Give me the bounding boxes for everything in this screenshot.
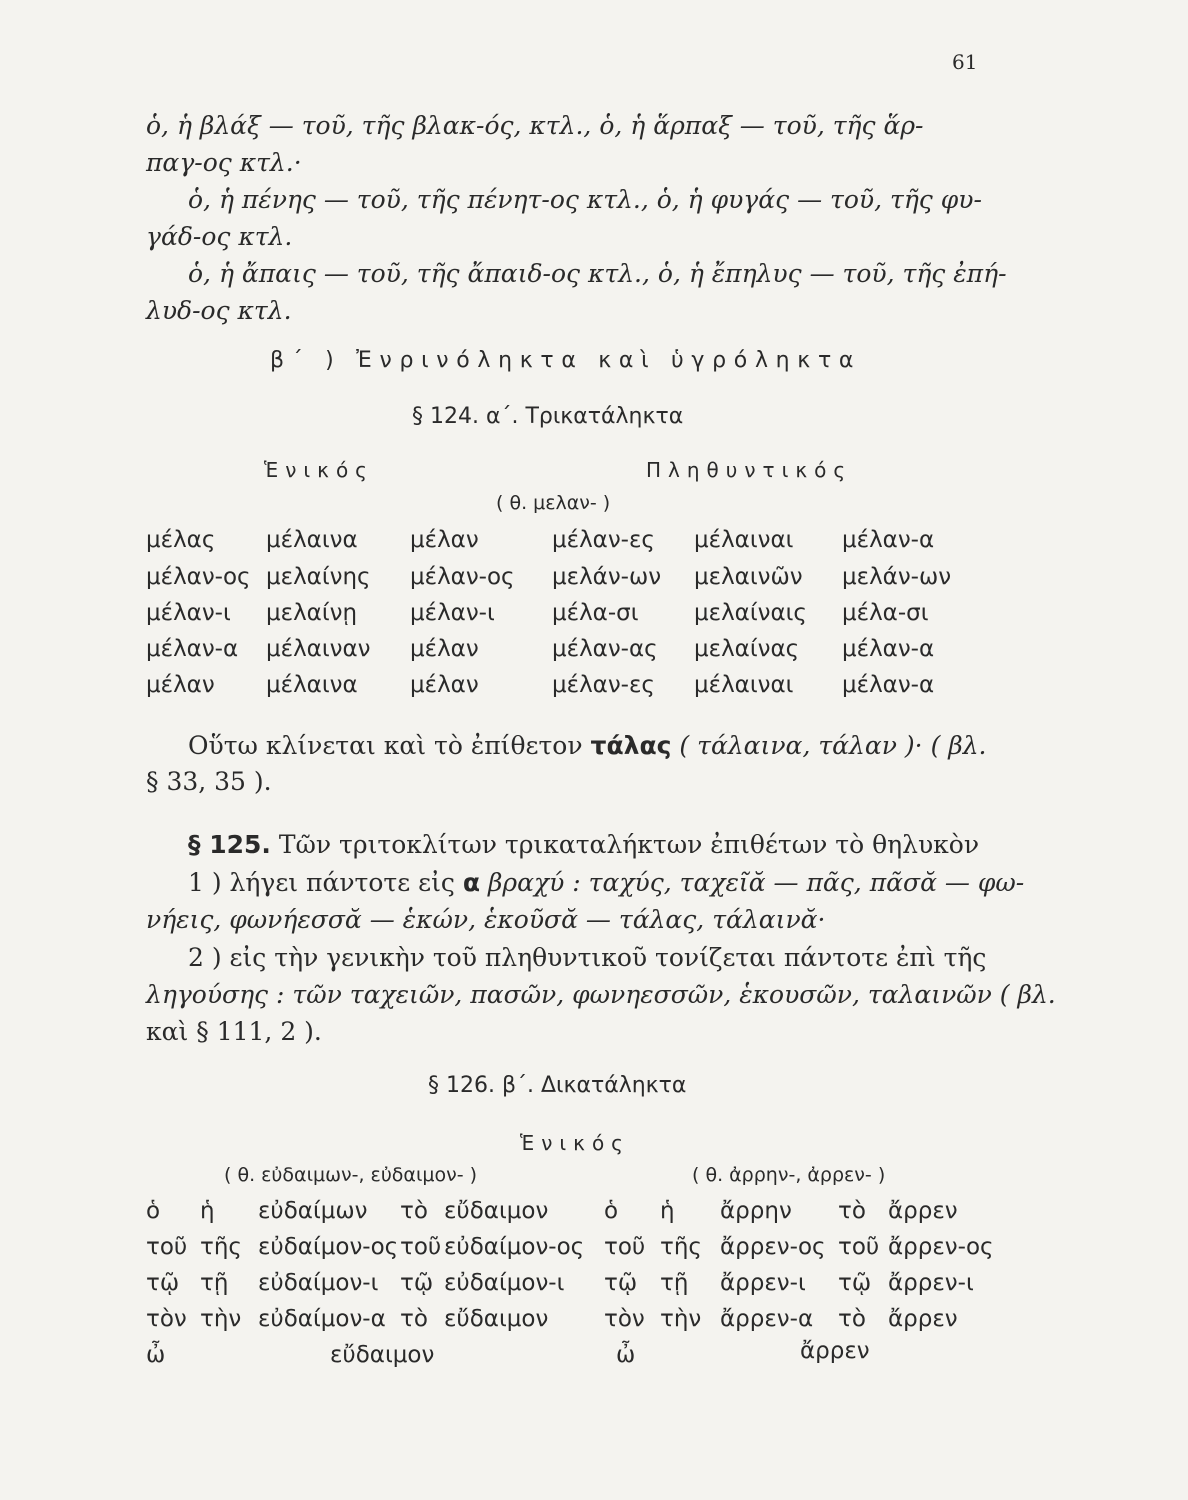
intro-line-6: λυδ-ος κτλ. [146,296,292,325]
table-cell: ἄρρεν [888,1198,958,1224]
page-number: 61 [952,50,978,74]
table-cell: ὁ [604,1198,619,1224]
section-124-title: § 124. α΄. Τρικατάληκτα [412,404,684,429]
intro-line-5: ὁ, ἡ ἄπαις — τοῦ, τῆς ἄπαιδ-ος κτλ., ὁ, ἡ ἔπηλυς — τοῦ, τῆς ἐπή- [188,259,1007,288]
table-cell: μέλαιναν [266,636,371,662]
table-cell: ἄρρεν [800,1338,870,1364]
table-cell: μέλαιναι [694,527,794,553]
note-tal-line-2: § 33, 35 ). [146,767,272,796]
table-cell: τὸ [400,1198,428,1224]
rule-1-a: 1 ) λήγει πάντοτε εἰς [188,868,463,897]
table-cell: τὸν [604,1306,645,1332]
table-cell: τοῦ [838,1234,880,1260]
table-cell: ἄρρεν-ος [720,1234,826,1260]
table-cell: μέλαν-ι [146,600,231,626]
table-cell: μέλαν [410,636,479,662]
table-cell: μέλα-σι [842,600,929,626]
table-cell: μελαίνης [266,564,371,590]
section-125-line-6: καὶ § 111, 2 ). [146,1017,322,1046]
table-cell: ἄρρεν [888,1306,958,1332]
section-125-text: Τῶν τριτοκλίτων τρικαταλήκτων ἐπιθέτων τὸ θηλυκὸν [278,830,980,859]
table-cell: τὴν [660,1306,702,1332]
note-text-a: Οὕτω κλίνεται καὶ τὸ ἐπίθετον [188,731,591,760]
table-cell: ὁ [146,1198,161,1224]
table-cell: μέλαιναι [694,672,794,698]
table-cell: τῇ [660,1270,689,1296]
table-cell: μέλαινα [266,672,358,698]
table-cell: ἄρρεν-ι [720,1270,806,1296]
table-cell: μελαίνας [694,636,800,662]
table-cell: εὐδαίμον-ος [444,1234,585,1260]
intro-line-3: ὁ, ἡ πένης — τοῦ, τῆς πένητ-ος κτλ., ὁ, ἡ φυγάς — τοῦ, τῆς φυ- [188,185,982,214]
table-cell: τὸ [400,1306,428,1332]
table-cell: τῷ [400,1270,434,1296]
table-cell: μέλαν-ες [552,527,655,553]
heading-b: β΄ ) Ἐνρινόληκτα καὶ ὑγρόληκτα [270,348,862,373]
rule-1-bold: α [462,868,481,897]
singular-label-124: Ἑνικός [264,458,374,482]
table-cell: τὸ [838,1306,866,1332]
table-cell: εὐδαίμον-ι [444,1270,565,1296]
table-cell: τοῦ [400,1234,442,1260]
table-cell: ὦ [616,1342,636,1368]
table-cell: μέλας [146,527,216,553]
table-cell: ἄρρην [720,1198,792,1224]
intro-line-4: γάδ-ος κτλ. [146,222,293,251]
table-cell: μελαίνῃ [266,600,358,626]
table-cell: μέλαν-ος [146,564,251,590]
table-cell: μέλαν-α [842,672,935,698]
table-cell: μέλαν-ος [410,564,515,590]
section-125-line-1 [188,830,979,860]
table-cell: τῆς [200,1234,242,1260]
section-125-number: § 125. [188,830,271,859]
table-cell: εὔδαιμον [444,1306,549,1332]
table-cell: μέλαινα [266,527,358,553]
table-cell: τοῦ [146,1234,188,1260]
intro-line-1: ὁ, ἡ βλάξ — τοῦ, τῆς βλακ-ός, κτλ., ὁ, ἡ ἅρπαξ — τοῦ, τῆς ἅρ- [146,111,924,140]
singular-label-126: Ἑνικός [520,1131,630,1155]
theme-124: ( θ. μελαν- ) [496,492,611,514]
table-cell: τὸν [146,1306,187,1332]
section-126-title: § 126. β΄. Δικατάληκτα [428,1073,687,1098]
table-cell: μέλαν-α [146,636,239,662]
theme-126-right: ( θ. ἀρρην-, ἀρρεν- ) [692,1164,886,1186]
table-cell: μέλαν [410,672,479,698]
section-125-line-3: νήεις, φωνήεσσᾰ — ἑκών, ἑκοῦσᾰ — τάλας, τάλαινᾰ· [146,905,826,934]
plural-label-124: Πληθυντικός [646,458,853,482]
intro-line-2: παγ-ος κτλ.· [146,148,302,177]
rule-1-b: βραχύ : ταχύς, ταχεῖᾰ — πᾶς, πᾶσᾰ — φω- [480,868,1025,897]
table-cell: τῷ [838,1270,872,1296]
table-cell: εὐδαίμον-α [258,1306,386,1332]
table-cell: ὦ [146,1342,166,1368]
table-cell: μέλαν-α [842,636,935,662]
table-cell: μέλαν-ας [552,636,658,662]
table-cell: μελάν-ων [842,564,952,590]
table-cell: εὐδαίμον-ος [258,1234,399,1260]
table-cell: εὔδαιμον [330,1342,435,1368]
table-cell: τὴν [200,1306,242,1332]
table-cell: εὔδαιμον [444,1198,549,1224]
table-cell: μελάν-ων [552,564,662,590]
table-cell: ἡ [200,1198,215,1224]
table-cell: μελαινῶν [694,564,803,590]
table-cell: τῇ [200,1270,229,1296]
table-cell: τὸ [838,1198,866,1224]
table-cell: εὐδαίμων [258,1198,368,1224]
table-cell: τῆς [660,1234,702,1260]
table-cell: μέλαν [410,527,479,553]
table-cell: εὐδαίμον-ι [258,1270,379,1296]
table-cell: ἄρρεν-ος [888,1234,994,1260]
table-cell: ἡ [660,1198,675,1224]
note-text-b: ( τάλαινα, τάλαν )· ( βλ. [671,731,987,760]
table-cell: μέλαν-α [842,527,935,553]
table-cell: μελαίναις [694,600,807,626]
note-bold-word: τάλας [590,731,672,760]
theme-126-left: ( θ. εὐδαιμων-, εὐδαιμον- ) [224,1164,478,1186]
table-cell: τῷ [604,1270,638,1296]
note-tal-line-1 [188,731,987,761]
section-125-line-2 [188,868,1024,898]
table-cell: μέλαν-ες [552,672,655,698]
section-125-line-5: ληγούσης : τῶν ταχειῶν, πασῶν, φωνηεσσῶν, ἑκουσῶν, ταλαινῶν ( βλ. [146,980,1056,1009]
section-125-line-4: 2 ) εἰς τὴν γενικὴν τοῦ πληθυντικοῦ τονίζεται πάντοτε ἐπὶ τῆς [188,943,987,972]
table-cell: τοῦ [604,1234,646,1260]
table-cell: μέλαν [146,672,215,698]
table-cell: μέλα-σι [552,600,639,626]
table-cell: τῷ [146,1270,180,1296]
table-cell: ἄρρεν-α [720,1306,814,1332]
table-cell: μέλαν-ι [410,600,495,626]
table-cell: ἄρρεν-ι [888,1270,974,1296]
